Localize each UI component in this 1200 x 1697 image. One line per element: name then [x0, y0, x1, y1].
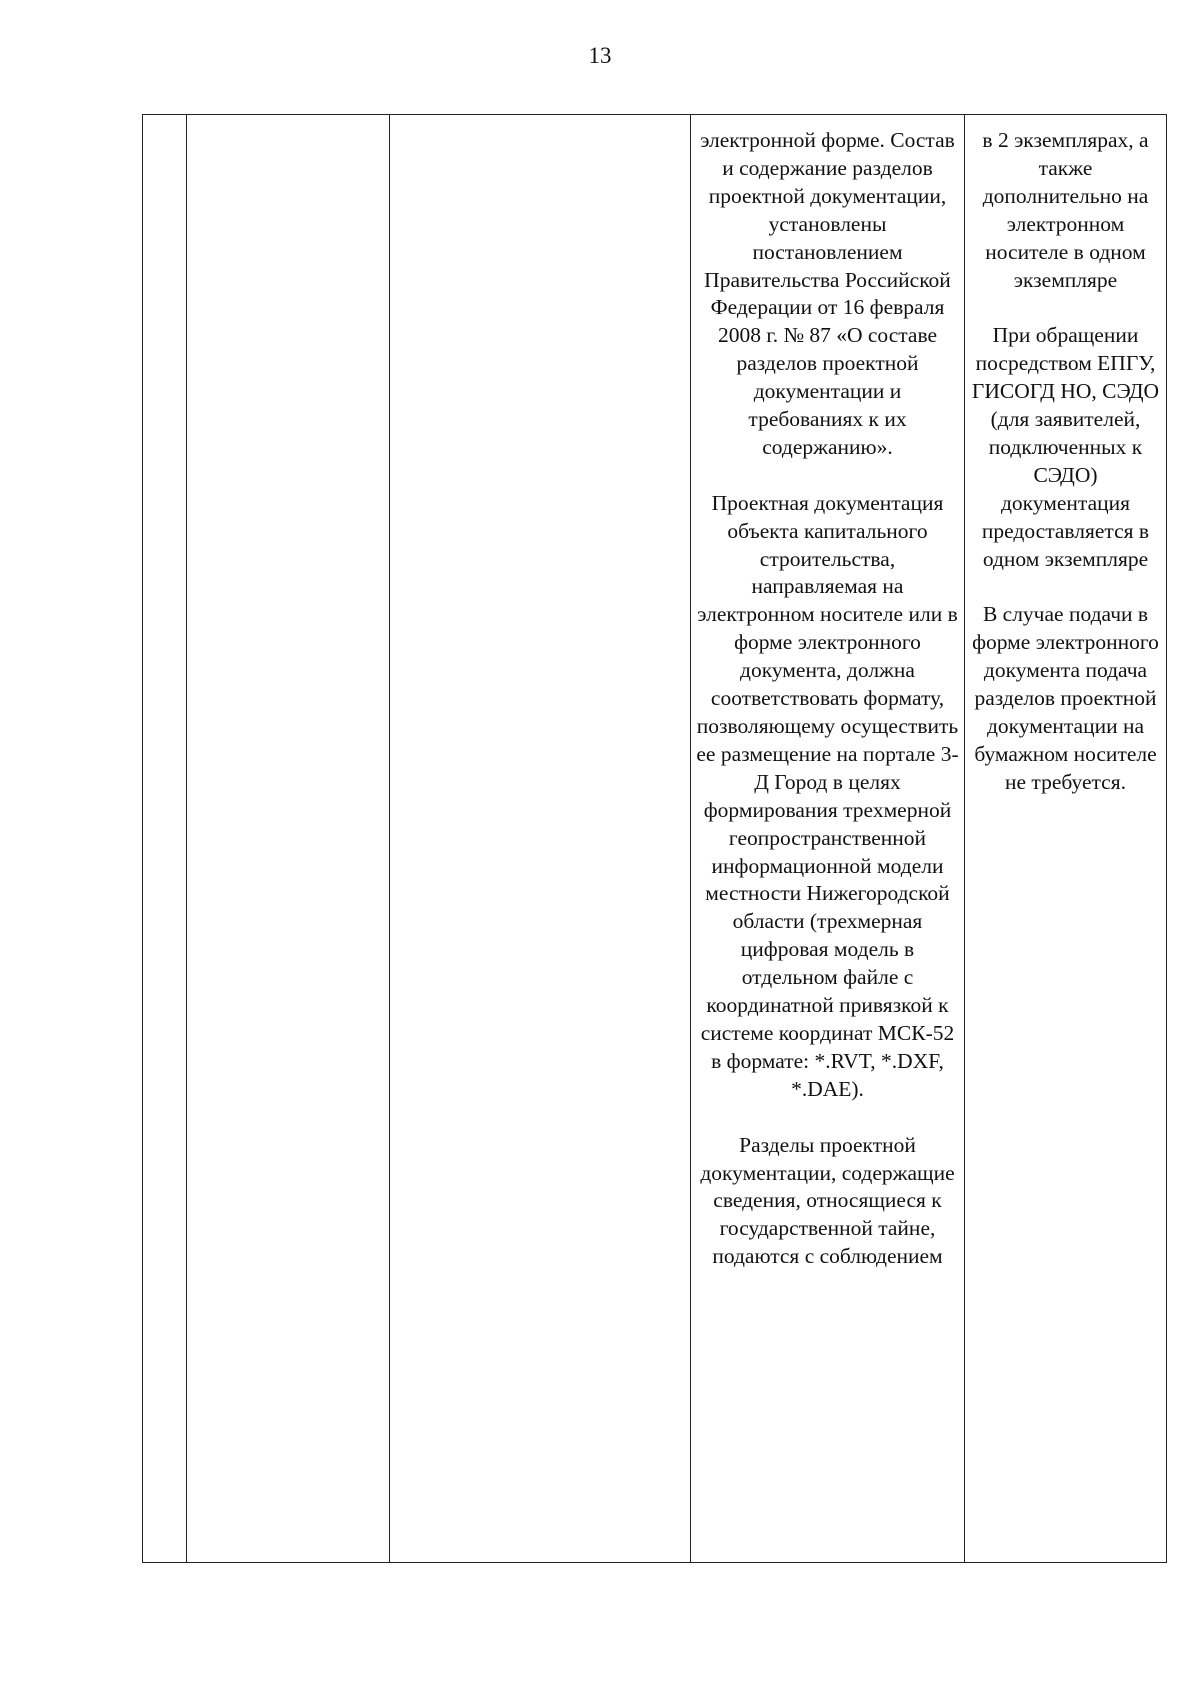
requirements-text — [691, 115, 964, 1271]
requirements-paragraph: Проектная документация объекта капитального строительства, направляемая на электронном носителе или в форме электронного документа, должна соответствовать формату, позволяющему осуществить ее размещение на портале 3-Д Город в целях формирования трехмерной геопространственной информационной модели местности Нижегородской области (трехмерная цифровая модель в отдельном файле с координатной привязкой к системе координат МСК-52 в формате: *.RVT, *.DXF, *.DAE). — [696, 490, 959, 1101]
copies-text — [965, 115, 1166, 797]
page-number: 13 — [588, 43, 612, 68]
requirements-paragraph: электронной форме. Состав и содержание разделов проектной документации, установлены постановлением Правительства Российской Федерации от 16 февраля 2008 г. № 87 «О составе разделов проектной документации и требованиях к их содержанию». — [700, 128, 955, 459]
copies-paragraph: В случае подачи в форме электронного документа подача разделов проектной документации на бумажном носителе не требуется. — [972, 602, 1159, 794]
table-cell-requirements — [691, 115, 965, 1563]
copies-paragraph: При обращении посредством ЕПГУ, ГИСОГД НО, СЭДО (для заявителей, подключенных к СЭДО) документация предоставляется в одном экземпляре — [971, 323, 1160, 571]
document-table — [142, 114, 1167, 1563]
table-cell-name — [187, 115, 390, 1563]
table-cell-description — [390, 115, 691, 1563]
table-row — [143, 115, 1167, 1563]
table-cell-number — [143, 115, 187, 1563]
requirements-paragraph: Разделы проектной документации, содержащие сведения, относящиеся к государственной тайне, подаются с соблюдением — [700, 1132, 955, 1269]
table-cell-copies — [965, 115, 1167, 1563]
copies-paragraph: в 2 экземплярах, а также дополнительно на электронном носителе в одном экземпляре — [982, 128, 1149, 292]
